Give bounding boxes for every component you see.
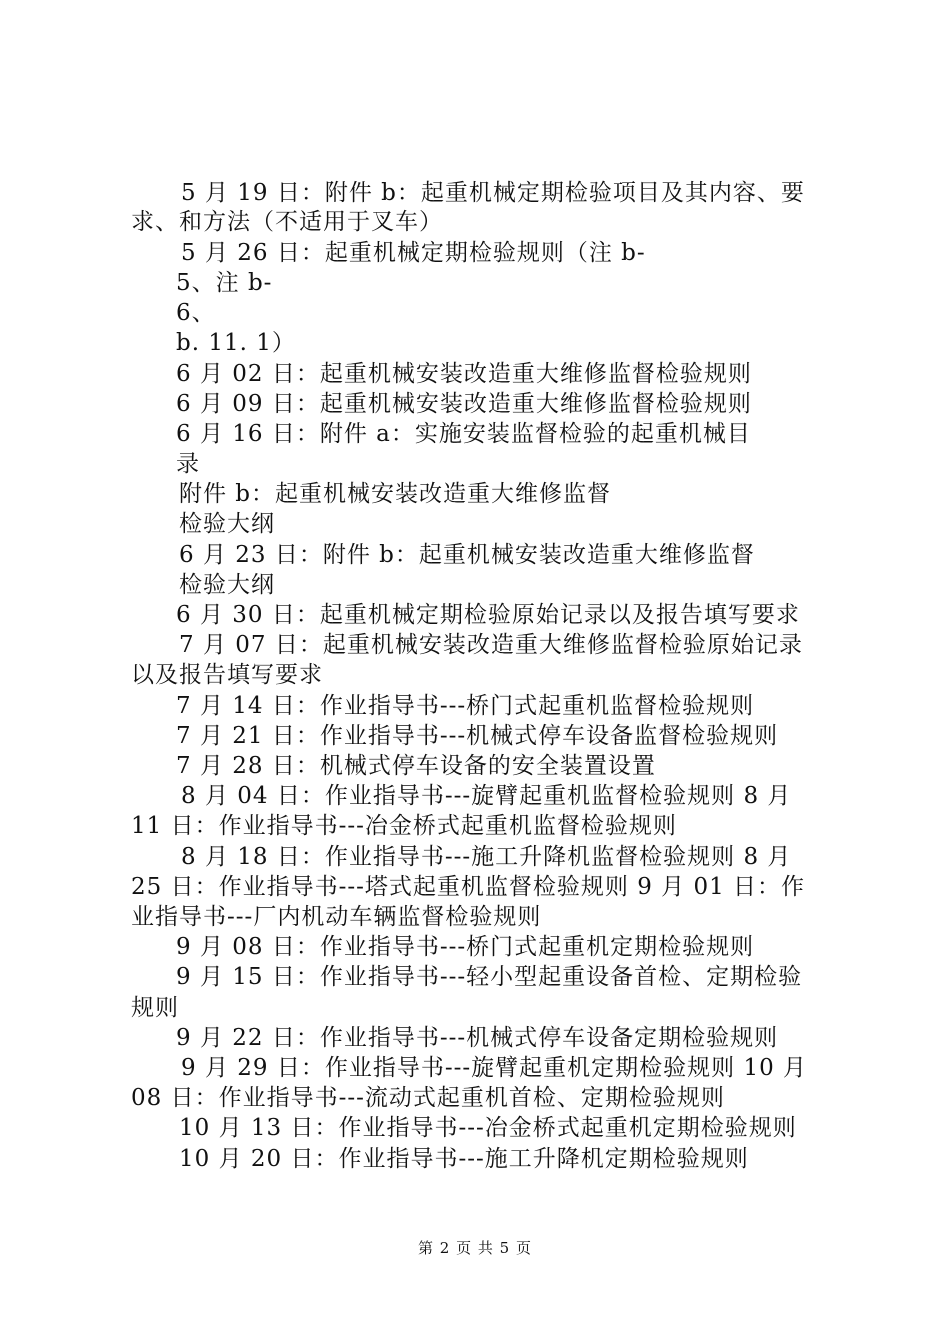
text-line: 25 日：作业指导书---塔式起重机监督检验规则 9 月 01 日：作 <box>131 874 806 900</box>
text-line: 附件 b：起重机械安装改造重大维修监督 <box>179 481 612 507</box>
text-line: 9 月 08 日：作业指导书---桥门式起重机定期检验规则 <box>176 934 755 960</box>
page-footer: 第 2 页 共 5 页 <box>418 1239 532 1257</box>
text-line: 6 月 16 日：附件 a：实施安装监督检验的起重机械目 <box>176 421 751 447</box>
text-line: 9 月 29 日：作业指导书---旋臂起重机定期检验规则 10 月 <box>181 1055 808 1081</box>
text-line: 8 月 18 日：作业指导书---施工升降机监督检验规则 8 月 <box>181 844 792 870</box>
text-line: 11 日：作业指导书---冶金桥式起重机监督检验规则 <box>131 813 677 839</box>
text-line: 6 月 09 日：起重机械安装改造重大维修监督检验规则 <box>176 391 752 417</box>
text-line: 以及报告填写要求 <box>131 662 323 688</box>
text-line: 5 月 26 日：起重机械定期检验规则（注 b- <box>181 240 646 266</box>
text-line: 检验大纲 <box>179 511 275 537</box>
text-line: 9 月 22 日：作业指导书---机械式停车设备定期检验规则 <box>176 1025 779 1051</box>
text-line: 7 月 07 日：起重机械安装改造重大维修监督检验原始记录 <box>179 632 803 658</box>
text-line: 规则 <box>131 995 179 1021</box>
text-line: 7 月 14 日：作业指导书---桥门式起重机监督检验规则 <box>176 693 755 719</box>
text-line: 5、注 b- <box>176 270 273 296</box>
text-line: 业指导书---厂内机动车辆监督检验规则 <box>131 904 542 930</box>
text-line: 6 月 30 日：起重机械定期检验原始记录以及报告填写要求 <box>176 602 800 628</box>
text-line: 6 月 23 日：附件 b：起重机械安装改造重大维修监督 <box>179 542 755 568</box>
text-line: 9 月 15 日：作业指导书---轻小型起重设备首检、定期检验 <box>176 964 803 990</box>
text-line: 10 月 13 日：作业指导书---冶金桥式起重机定期检验规则 <box>179 1115 797 1141</box>
text-line: 8 月 04 日：作业指导书---旋臂起重机监督检验规则 8 月 <box>181 783 792 809</box>
text-line: 录 <box>176 451 200 477</box>
text-line: 5 月 19 日：附件 b：起重机械定期检验项目及其内容、要 <box>181 180 805 206</box>
text-line: 08 日：作业指导书---流动式起重机首检、定期检验规则 <box>131 1085 725 1111</box>
text-line: 7 月 28 日：机械式停车设备的安全装置设置 <box>176 753 656 779</box>
text-line: 检验大纲 <box>179 572 275 598</box>
text-line: 7 月 21 日：作业指导书---机械式停车设备监督检验规则 <box>176 723 779 749</box>
text-line: 6 月 02 日：起重机械安装改造重大维修监督检验规则 <box>176 361 752 387</box>
text-line: 6、 <box>176 300 216 326</box>
text-line: 10 月 20 日：作业指导书---施工升降机定期检验规则 <box>179 1146 749 1172</box>
text-line: b. 11. 1） <box>176 330 296 356</box>
text-line: 求、和方法（不适用于叉车） <box>131 209 443 235</box>
